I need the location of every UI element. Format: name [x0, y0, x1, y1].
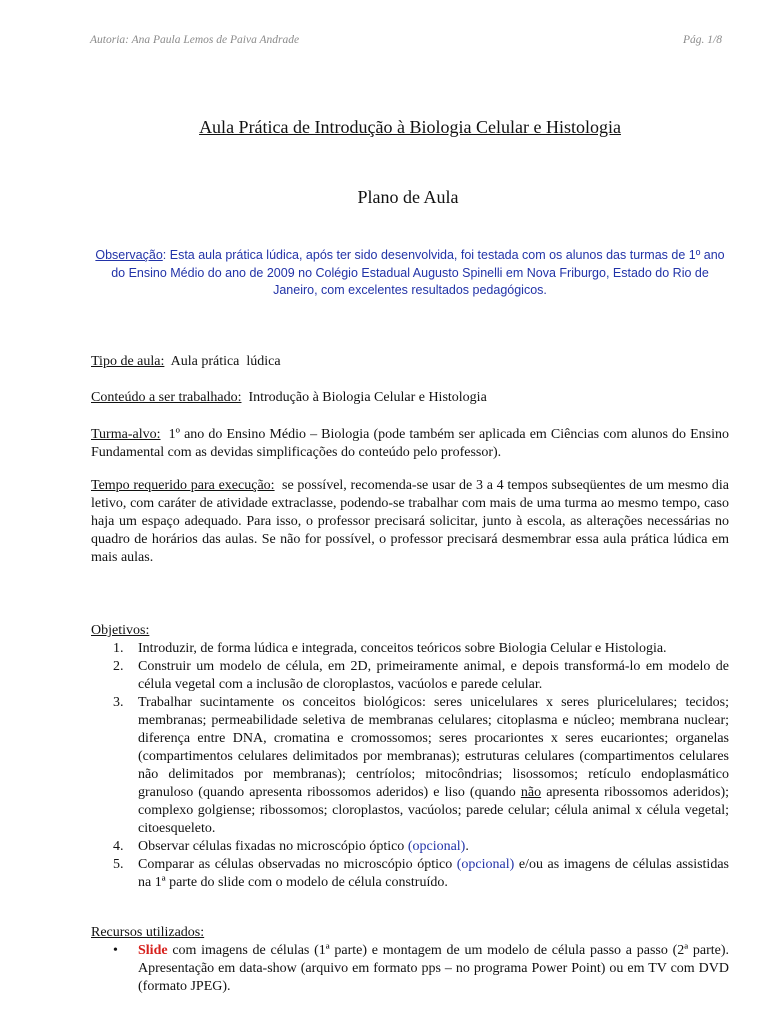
target-class-value: 1º ano do Ensino Médio – Biologia (pode também ser aplicada em Ciências com alunos do Ensino Fundamental com as devidas simplificações do conteúdo pelo professor).: [91, 427, 733, 460]
lesson-type-label: Tipo de aula:: [91, 354, 165, 369]
required-time-value: se possível, recomenda-se usar de 3 a 4 tempos subseqüentes de um mesmo dia letivo, com caráter de atividade extraclasse, podendo-se trabalhar com mais de uma turma ao mesmo tempo, caso haja um espaço adequado. Para isso, o professor precisará solicitar, junto à escola, as alterações necessárias no quadro de horários das aulas. Se não for possível, o professor precisará desmembrar essa aula prática lúdica em mais aulas.: [91, 478, 733, 565]
item-text: com imagens de células (1ª parte) e montagem de um modelo de célula passo a passo (2ª parte). Apresentação em data-show (arquivo em formato pps – no programa Power Point) ou em TV com DVD (formato JPEG).: [138, 943, 729, 994]
author-line: Autoria: Ana Paula Lemos de Paiva Andrade: [90, 34, 300, 46]
item-number: 5.: [113, 857, 124, 872]
item-text: Construir um modelo de célula, em 2D, primeiramente animal, e depois transformá-lo em modelo de célula vegetal com a inclusão de cloroplastos, vacúolos e parede celular.: [138, 659, 729, 692]
resource-highlight: Slide: [138, 943, 168, 958]
list-item: [113, 856, 729, 892]
resources-list: [91, 942, 729, 996]
item-text: Trabalhar sucintamente os conceitos biológicos: seres unicelulares x seres pluricelulares; tecidos; membranas; permeabilidade seletiva de membranas celulares; citoplasma e núcleo; membrana nuclear; diferença entre DNA, cromatina e cromossomos; seres procariontes x seres eucariontes; organelas (compartimentos celulares delimitados por membranas); estruturas celulares (compartimentos celulares não delimitados por membranas); centríolos; mitocôndrias; lisossomos; retículo endoplasmático granuloso (quando apresenta ribossomos aderidos) e liso (quando: [138, 695, 729, 800]
item-text: Observar células fixadas no microscópio óptico: [138, 839, 408, 854]
item-text: Comparar as células observadas no microscópio óptico: [138, 857, 457, 872]
list-item: [113, 838, 729, 856]
lesson-content: [91, 389, 729, 407]
list-item: [113, 694, 730, 838]
document-subtitle: Plano de Aula: [357, 187, 459, 207]
item-text: Introduzir, de forma lúdica e integrada, conceitos teóricos sobre Biologia Celular e Histologia.: [138, 641, 667, 656]
page-header: [90, 31, 722, 49]
objectives-list: [91, 640, 729, 892]
item-text: .: [465, 839, 469, 854]
item-text-underlined: não: [520, 785, 542, 800]
objectives-label: Objetivos:: [91, 623, 150, 638]
resources-section: [91, 924, 729, 996]
lesson-content-value: Introdução à Biologia Celular e Histologia: [241, 390, 487, 405]
item-number: 1.: [113, 641, 124, 656]
observation-text: : Esta aula prática lúdica, após ter sido desenvolvida, foi testada com os alunos das turmas de 1º ano do Ensino Médio do ano de 2009 no Colégio Estadual Augusto Spinelli em Nova Friburgo, Estado do Rio de Janeiro, com excelentes resultados pedagógicos.: [111, 248, 725, 297]
observation-label: Observação: [95, 248, 163, 262]
item-number: 4.: [113, 839, 124, 854]
list-item: [113, 640, 729, 658]
target-class: [91, 426, 733, 462]
required-time-label: Tempo requerido para execução:: [91, 478, 275, 493]
page-number: Pág. 1/8: [683, 34, 722, 46]
lesson-content-label: Conteúdo a ser trabalhado:: [91, 390, 242, 405]
required-time: [91, 477, 733, 567]
observation-note: [90, 247, 730, 300]
document-title: Aula Prática de Introdução à Biologia Celular e Histologia: [199, 117, 621, 137]
list-item: [113, 658, 729, 694]
lesson-type-value: Aula prática lúdica: [164, 354, 281, 369]
lesson-type: [91, 353, 729, 371]
optional-note: (opcional): [407, 839, 466, 854]
resources-label: Recursos utilizados:: [91, 925, 205, 940]
target-class-label: Turma-alvo:: [91, 427, 161, 442]
item-text: apresenta ribossomos aderidos); complexo golgiense; ribossomos; cloroplastos, vacúolos; parede celular; célula animal x célula vegetal; citoesqueleto.: [138, 785, 730, 836]
objectives-section: [91, 622, 729, 892]
item-text: e/ou as imagens de células assistidas na 1ª parte do slide com o modelo de célula construído.: [138, 857, 729, 890]
optional-note: (opcional): [456, 857, 515, 872]
item-number: 3.: [113, 695, 124, 710]
item-number: 2.: [113, 659, 124, 674]
list-item: [113, 942, 729, 996]
bullet-icon: •: [113, 943, 118, 958]
